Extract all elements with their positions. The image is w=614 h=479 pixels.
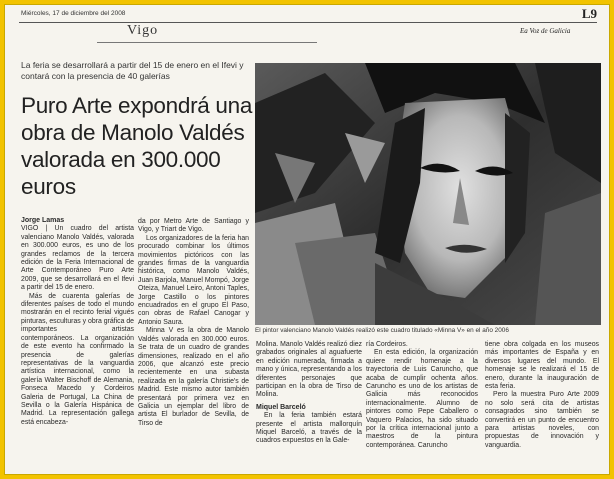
paragraph: Minna V es la obra de Manolo Valdés valorada en 300.000 euros. Se trata de un cuadro de grandes dimensiones, realizado en el año 2006, que alcanzó este precio recientemente en una subasta realizada en la galería Christie's de Madrid. Este mismo autor también presentará por primera vez en Galicia un ejemplar del libro de artista El burlador de Sevilla, de Tirso de: [138, 327, 249, 427]
column-3: [256, 341, 362, 446]
byline: Jorge Lamas: [21, 217, 65, 224]
paragraph: Molina. Manolo Valdés realizó diez grabados originales al aguafuerte en edición numerada, firmada a mano y única, representando a los diferentes personajes que participan en la obra de Tirso de Molina.: [256, 341, 362, 399]
paragraph: Más de cuarenta galerías de diferentes países de todo el mundo mostrarán en el recinto ferial vigués pinturas, esculturas y obra gráfica de importantes artistas contemporáneos. La organización de este evento ha confirmado la presencia de galerías representativas de la vanguardia artística internacional, como la galería Walter Bischoff de Alemania, Fonseca Macedo y Cordeiros Galeria de Portugal, La China de Sevilla o la Galería Hispánica de Madrid. La representación gallega está encabeza-: [21, 292, 134, 426]
section-header: [97, 24, 317, 43]
paragraph: ría Cordeiros.: [366, 341, 408, 348]
paragraph: Pero la muestra Puro Arte 2009 no solo será cita de artistas consagrados sino también se convertirá en un punto de encuentro para artistas noveles, con propuestas de innovación y vanguardia.: [485, 391, 599, 449]
paragraph: da por Metro Arte de Santiago y Vigo, y Triart de Vigo.: [138, 218, 249, 234]
issue-date: Miércoles, 17 de diciembre del 2008: [21, 10, 126, 17]
column-2: [138, 218, 249, 428]
photo-caption: El pintor valenciano Manolo Valdés realizó este cuadro titulado «Minna V» en el año 2006: [255, 327, 509, 334]
article-dek: La feria se desarrollará a partir del 15 de enero en el Ifevi y contará con la presencia de 40 galerías: [21, 60, 244, 81]
paragraph: Los organizadores de la feria han procurado combinar los últimos movimientos pictóricos con las grandes firmas de la vanguardia histórica, como Manolo Valdés, Juan Barjola, Manuel Mompó, Jorge Oteiza, Manuel Leiro, Antoni Taples, Jorge Castillo o los pintores encuadrados en el grupo El Paso, con obras de Rafael Canogar y Antonio Saura.: [138, 234, 249, 326]
article-headline: Puro Arte expondrá una obra de Manolo Valdés valorada en 300.000 euros: [21, 93, 253, 199]
column-1: [21, 217, 134, 427]
newspaper-logo: Ea Voz de Galicia: [520, 27, 571, 35]
page-header: [5, 5, 609, 23]
header-rule: [19, 22, 597, 23]
column-4: [366, 341, 478, 450]
newspaper-page: [4, 4, 610, 475]
paragraph: En esta edición, la organización quiere rendir homenaje a la trayectoria de Luis Caruncho, que acaba de cumplir ochenta años. Caruncho es uno de los artistas de Galicia más reconocidos internacionalmente. Alumno de pintores como Pepe Caballero o Vaquero Palacios, ha sido situado por la crítica internacional junto a maestros de la pintura contemporánea. Caruncho: [366, 349, 478, 449]
page-number: L9: [581, 6, 597, 21]
subheading: Miquel Barceló: [256, 403, 306, 411]
paragraph: En la feria también estará presente el artista mallorquín Miquel Barceló, a través de la cuadros expuestos en la Gale-: [256, 412, 362, 445]
painting-image: [255, 63, 601, 325]
column-5: [485, 341, 599, 450]
painting-photo: [255, 63, 601, 325]
section-label: Vigo: [127, 23, 159, 38]
paragraph: tiene obra colgada en los museos más importantes de España y en diversos lugares del mundo. El homenaje se le realizará el 15 de enero, durante la inauguración de esta feria.: [485, 341, 599, 391]
paragraph: VIGO | Un cuadro del artista valenciano Manolo Valdés, valorada en 300.000 euros, es uno de los grandes reclamos de la tercera edición de la Feria Internacional de Arte Contemporáneo Puro Arte 2009, que se desarrollará en el Ifevi a partir del 15 de enero.: [21, 225, 134, 292]
